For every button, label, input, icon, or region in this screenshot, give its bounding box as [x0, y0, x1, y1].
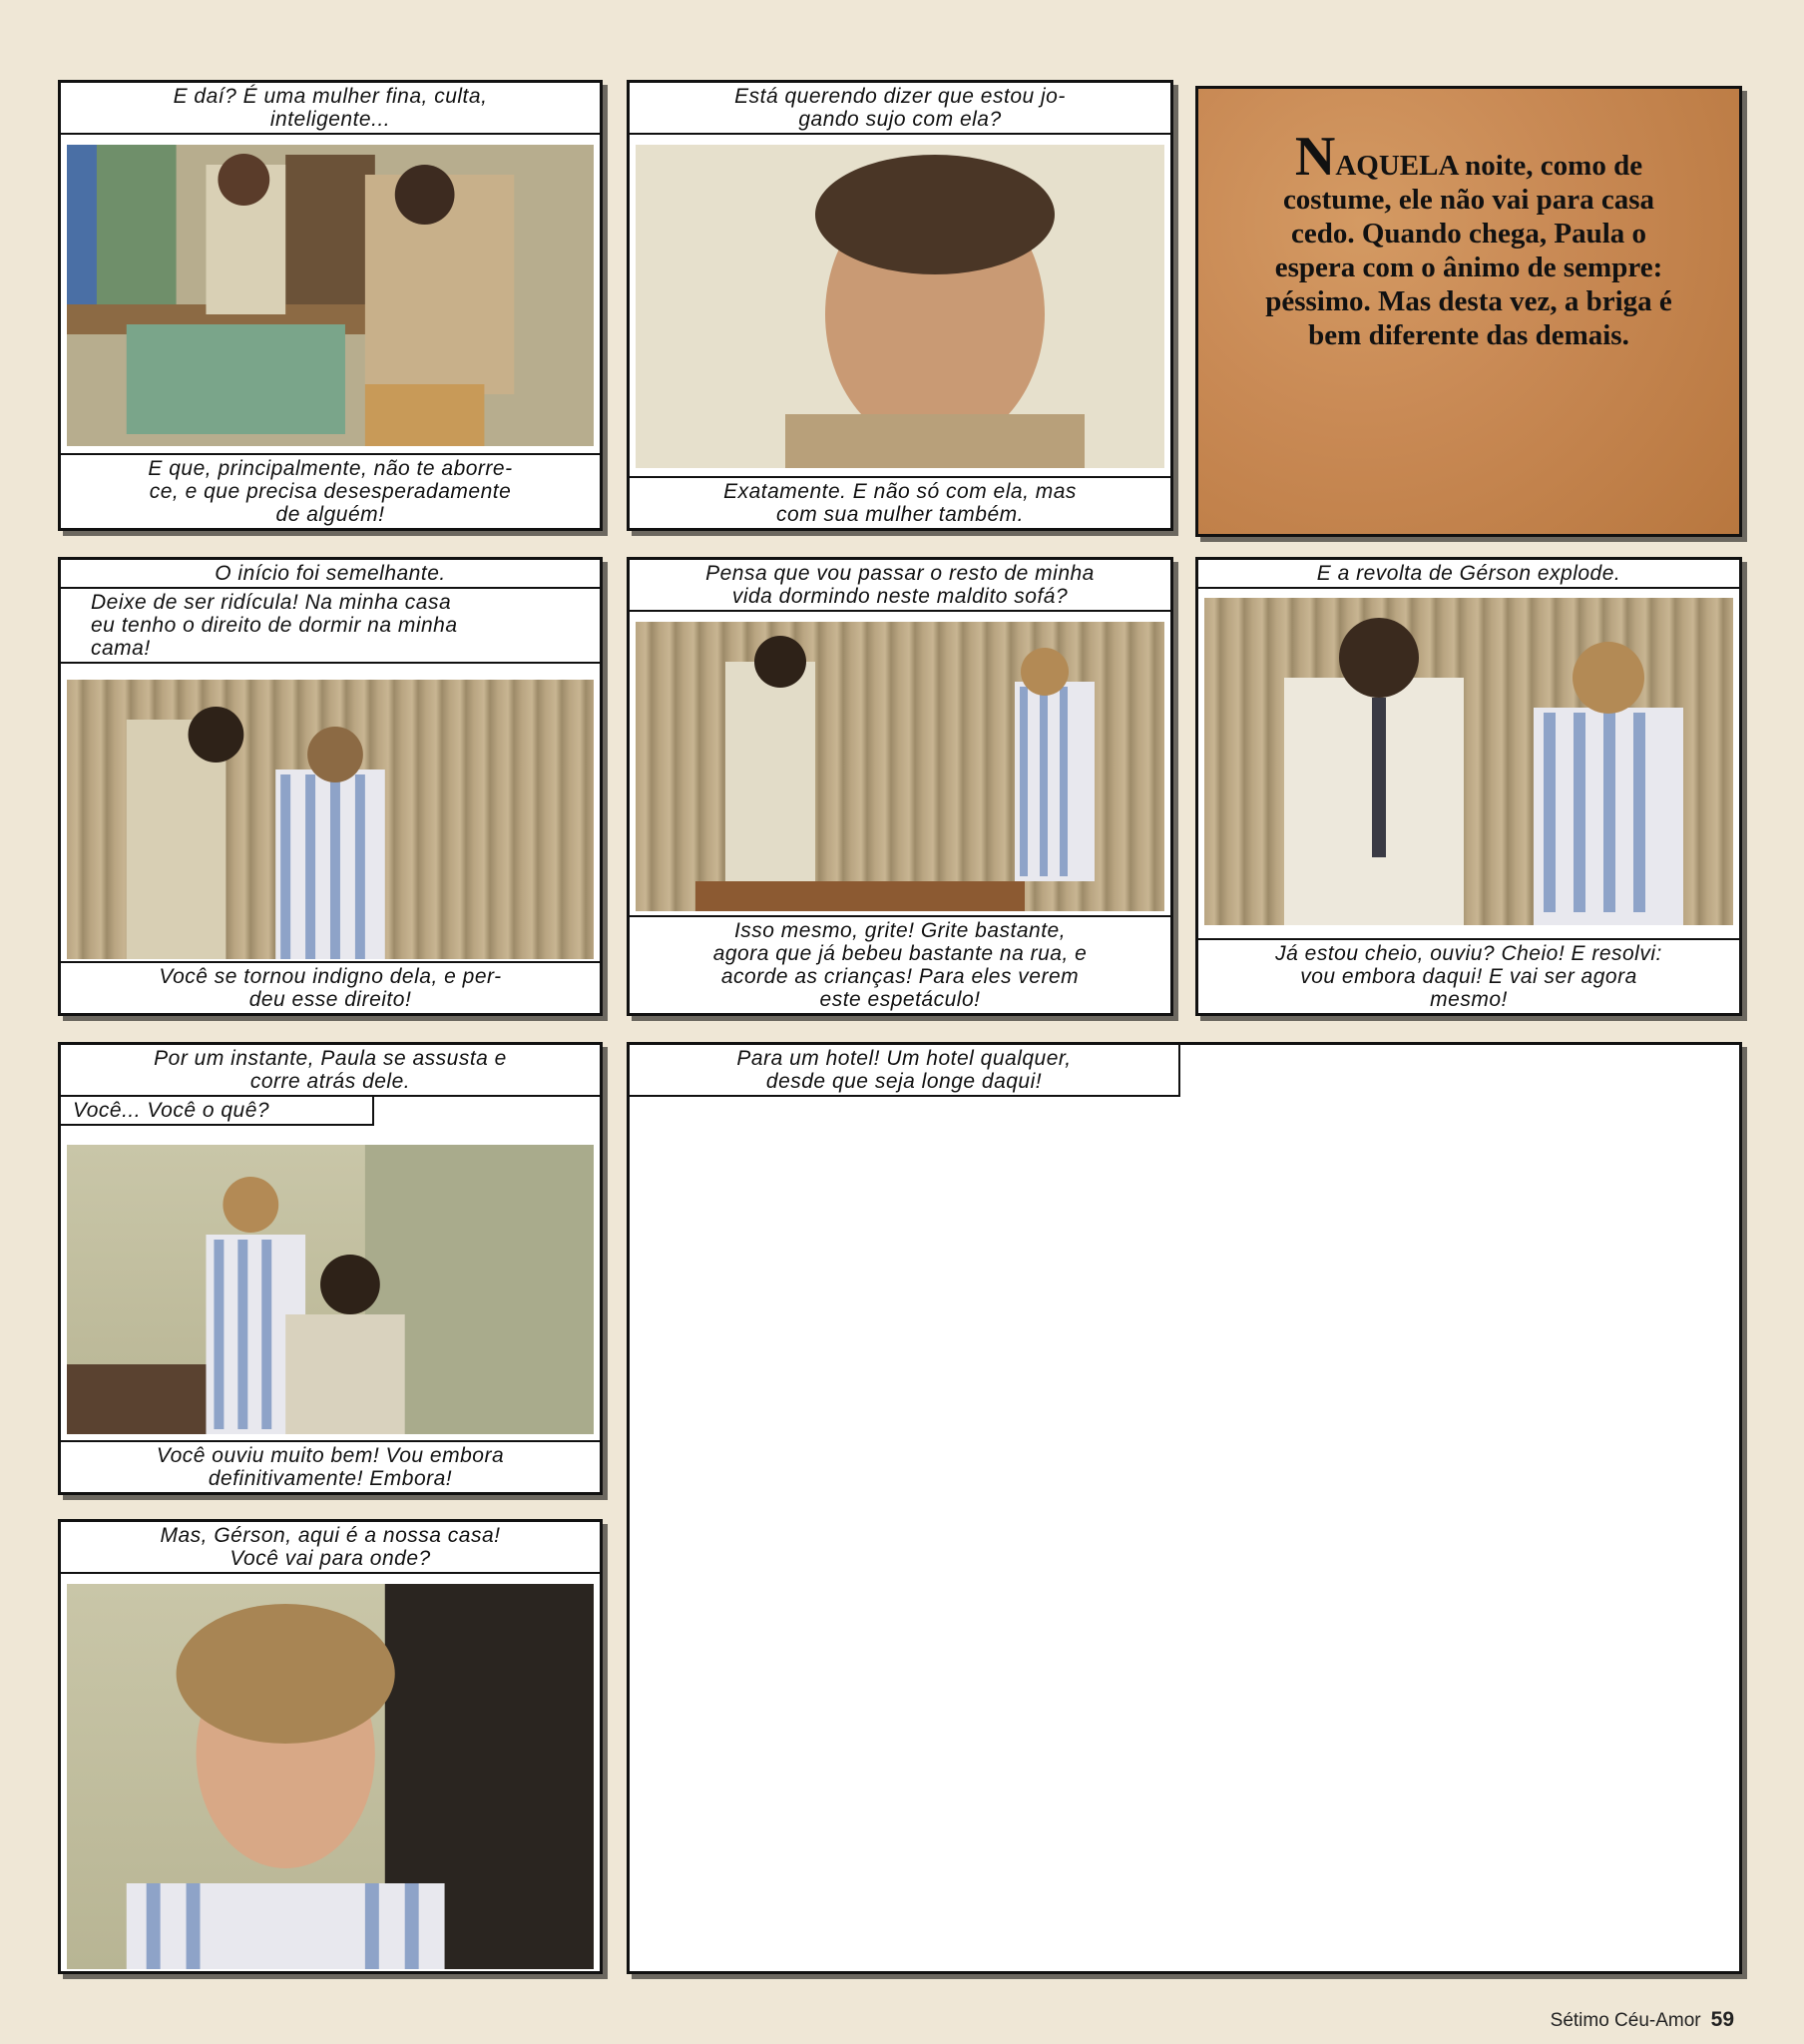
- caption-line: Já estou cheio, ouviu? Cheio! E resolvi:: [1275, 942, 1662, 965]
- caption-line: Isso mesmo, grite! Grite bastante,: [733, 919, 1067, 942]
- caption-line: mesmo!: [1430, 988, 1508, 1011]
- caption-line: Você se tornou indigno dela, e per-: [159, 965, 502, 988]
- caption-line: eu tenho o direito de dormir na minha: [91, 614, 458, 637]
- caption-line: E daí? É uma mulher fina, culta,: [173, 85, 488, 108]
- caption-line: O início foi semelhante.: [215, 562, 446, 585]
- caption-line: Pensa que vou passar o resto de minha: [705, 562, 1095, 585]
- paula-follows-illustration: [67, 1145, 594, 1434]
- caption-line: inteligente...: [269, 108, 391, 131]
- speech-balloon: [61, 1522, 600, 1574]
- narration-text: [1258, 126, 1679, 352]
- caption-line: E a revolta de Gérson explode.: [1316, 562, 1621, 585]
- panel-8: [58, 1519, 603, 1974]
- caption-line: este espetáculo!: [819, 988, 981, 1011]
- caption-box: [1198, 560, 1739, 589]
- speech-balloon: [630, 1045, 1180, 1097]
- gerson-illustration: [1204, 598, 1733, 925]
- photo-packing-suitcase: [636, 1045, 1733, 1965]
- speech-balloon: [61, 1440, 600, 1492]
- caption-line: agora que já bebeu bastante na rua, e: [712, 942, 1088, 965]
- caption-line: deu esse direito!: [248, 988, 412, 1011]
- caption-line: cama!: [91, 637, 151, 660]
- couple-illustration: [67, 680, 594, 959]
- caption-line: Está querendo dizer que estou jo-: [734, 85, 1066, 108]
- caption-line: Você vai para onde?: [229, 1547, 431, 1570]
- narration-first-word: AQUELA: [1335, 150, 1458, 182]
- caption-line: vou embora daqui! E vai ser agora: [1300, 965, 1637, 988]
- panel-6: [1195, 557, 1742, 1016]
- caption-line: corre atrás dele.: [249, 1070, 411, 1093]
- caption-line: Mas, Gérson, aqui é a nossa casa!: [160, 1524, 501, 1547]
- speech-balloon: [61, 83, 600, 135]
- narration-box: [1195, 86, 1742, 537]
- caption-line: definitivamente! Embora!: [208, 1467, 453, 1490]
- speech-balloon: [61, 453, 600, 528]
- speech-balloon: [630, 83, 1170, 135]
- caption-line: Por um instante, Paula se assusta e: [154, 1047, 507, 1070]
- speech-balloon: [630, 560, 1170, 612]
- caption-line: vida dormindo neste maldito sofá?: [731, 585, 1069, 608]
- packing-illustration: [636, 1045, 1733, 1965]
- speech-balloon: [630, 915, 1170, 1013]
- caption-box: [61, 560, 600, 589]
- photo-paula-closeup: [67, 1584, 594, 1969]
- drop-cap: N: [1294, 126, 1336, 188]
- panel-4: [58, 557, 603, 1016]
- speech-balloon: [630, 476, 1170, 528]
- speech-balloon: [1198, 938, 1739, 1013]
- speech-balloon: [61, 1097, 374, 1126]
- man-closeup-illustration: [636, 145, 1164, 468]
- caption-line: Exatamente. E não só com ela, mas: [723, 480, 1077, 503]
- caption-line: acorde as crianças! Para eles verem: [720, 965, 1080, 988]
- caption-line: Você... Você o quê?: [73, 1099, 270, 1122]
- speech-balloon: [61, 589, 600, 664]
- caption-line: gando sujo com ela?: [798, 108, 1002, 131]
- office-illustration: [67, 145, 594, 446]
- caption-line: Para um hotel! Um hotel qualquer,: [736, 1047, 1072, 1070]
- caption-line: de alguém!: [275, 503, 385, 526]
- panel-5: [627, 557, 1173, 1016]
- magazine-name: Sétimo Céu-Amor: [1550, 2010, 1701, 2031]
- photo-office-scene: [67, 145, 594, 446]
- page-footer: [1551, 2008, 1734, 2032]
- photo-paula-follows: [67, 1145, 594, 1434]
- panel-1: [58, 80, 603, 531]
- speech-balloon: [61, 961, 600, 1013]
- panel-7: [58, 1042, 603, 1495]
- caption-line: ce, e que precisa desesperadamente: [149, 480, 512, 503]
- caption-line: Deixe de ser ridícula! Na minha casa: [91, 591, 452, 614]
- caption-line: Você ouviu muito bem! Vou embora: [156, 1444, 505, 1467]
- caption-box: [61, 1045, 600, 1097]
- photo-couple-argument: [67, 680, 594, 959]
- photo-couple-curtains: [636, 622, 1164, 911]
- caption-line: com sua mulher também.: [776, 503, 1024, 526]
- couple-curtains-illustration: [636, 622, 1164, 911]
- caption-line: desde que seja longe daqui!: [765, 1070, 1043, 1093]
- panel-9: [627, 1042, 1742, 1974]
- page-number: 59: [1710, 2008, 1734, 2031]
- caption-line: E que, principalmente, não te aborre-: [148, 457, 513, 480]
- photo-gerson-explodes: [1204, 598, 1733, 925]
- narration-body: noite, como de costume, ele não vai para casa cedo. Quando chega, Paula o espera com o ânimo de sempre: péssimo. Mas desta vez, a briga é bem diferente das demais.: [1265, 150, 1672, 351]
- photo-man-closeup: [636, 145, 1164, 468]
- paula-closeup-illustration: [67, 1584, 594, 1969]
- panel-2: [627, 80, 1173, 531]
